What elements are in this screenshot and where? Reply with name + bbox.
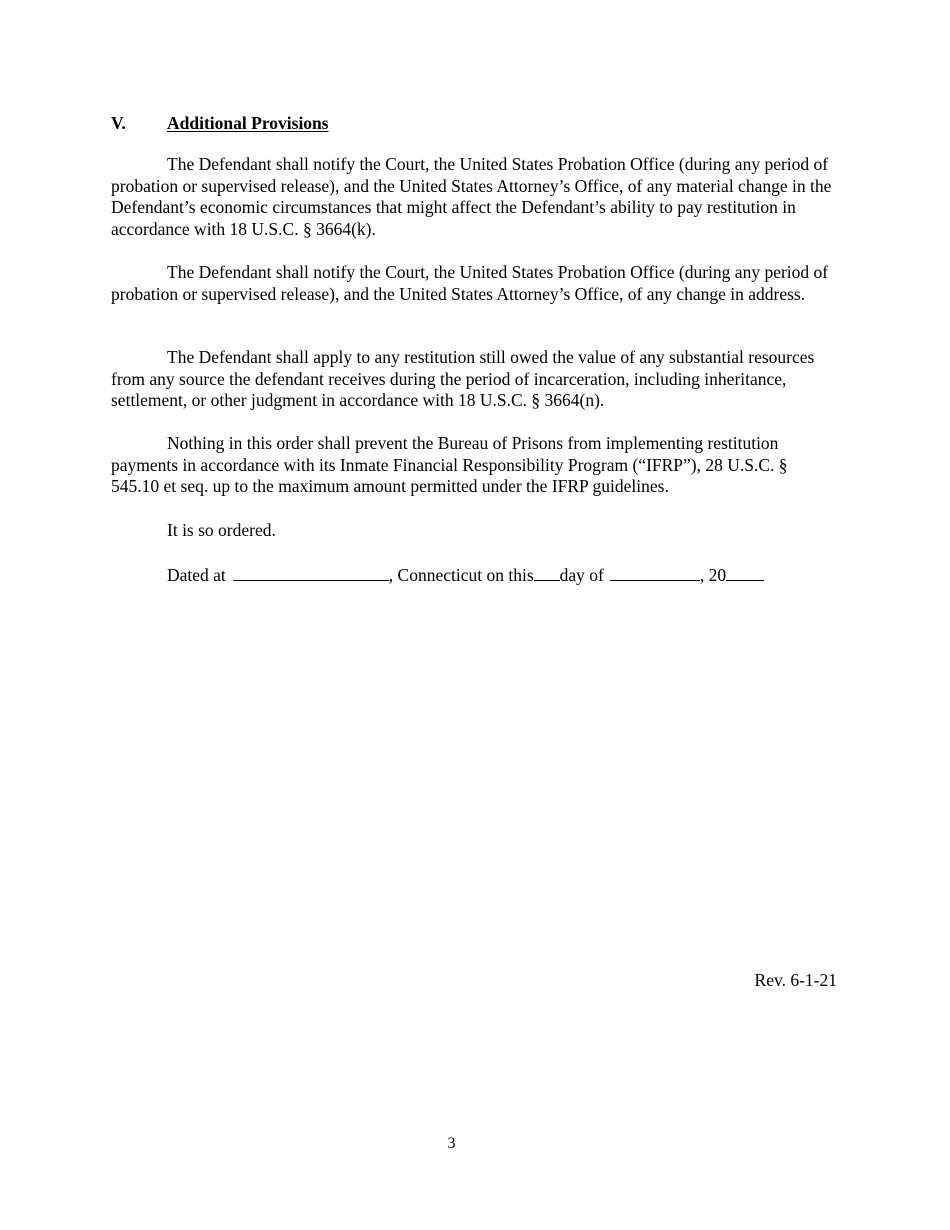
paragraph-economic-circumstances: The Defendant shall notify the Court, the United States Probation Office (during any period of probation or supervised release), and the United States Attorney’s Office, of any material change in the Defendant’s economic circumstances that might affect the Defendant’s ability to pay restitution in accordance with 18 U.S.C. § 3664(k). xyxy=(111,154,832,240)
month-blank-field[interactable] xyxy=(610,562,700,581)
paragraph-substantial-resources: The Defendant shall apply to any restitution still owed the value of any substantial resources from any source the defendant receives during the period of incarceration, including inheritance, settlement, or other judgment in accordance with 18 U.S.C. § 3664(n). xyxy=(111,347,815,411)
dated-day-of-text: day of xyxy=(559,565,604,585)
page-number: 3 xyxy=(447,1135,456,1152)
section-title: Additional Provisions xyxy=(167,113,329,133)
paragraph-ifrp: Nothing in this order shall prevent the Bureau of Prisons from implementing restitution payments in accordance with its Inmate Financial Responsibility Program (“IFRP”), 28 U.S.C. § 545.10 et seq. up to the maximum amount permitted under the IFRP guidelines. xyxy=(111,433,788,497)
year-blank-field[interactable] xyxy=(726,562,764,581)
section-number: V. xyxy=(111,113,126,133)
paragraph-change-of-address: The Defendant shall notify the Court, the United States Probation Office (during any period of probation or supervised release), and the United States Attorney’s Office, of any change in address. xyxy=(111,262,829,304)
day-blank-field[interactable] xyxy=(534,562,560,581)
place-blank-field[interactable] xyxy=(233,562,389,581)
section-heading xyxy=(111,112,329,134)
dated-prefix: Dated at xyxy=(167,565,226,585)
revision-label: Rev. 6-1-21 xyxy=(754,970,837,990)
dated-year-prefix: , 20 xyxy=(699,565,727,585)
dated-connecticut-text: , Connecticut on this xyxy=(388,565,534,585)
dated-line xyxy=(167,562,764,586)
so-ordered-text: It is so ordered. xyxy=(167,520,276,540)
